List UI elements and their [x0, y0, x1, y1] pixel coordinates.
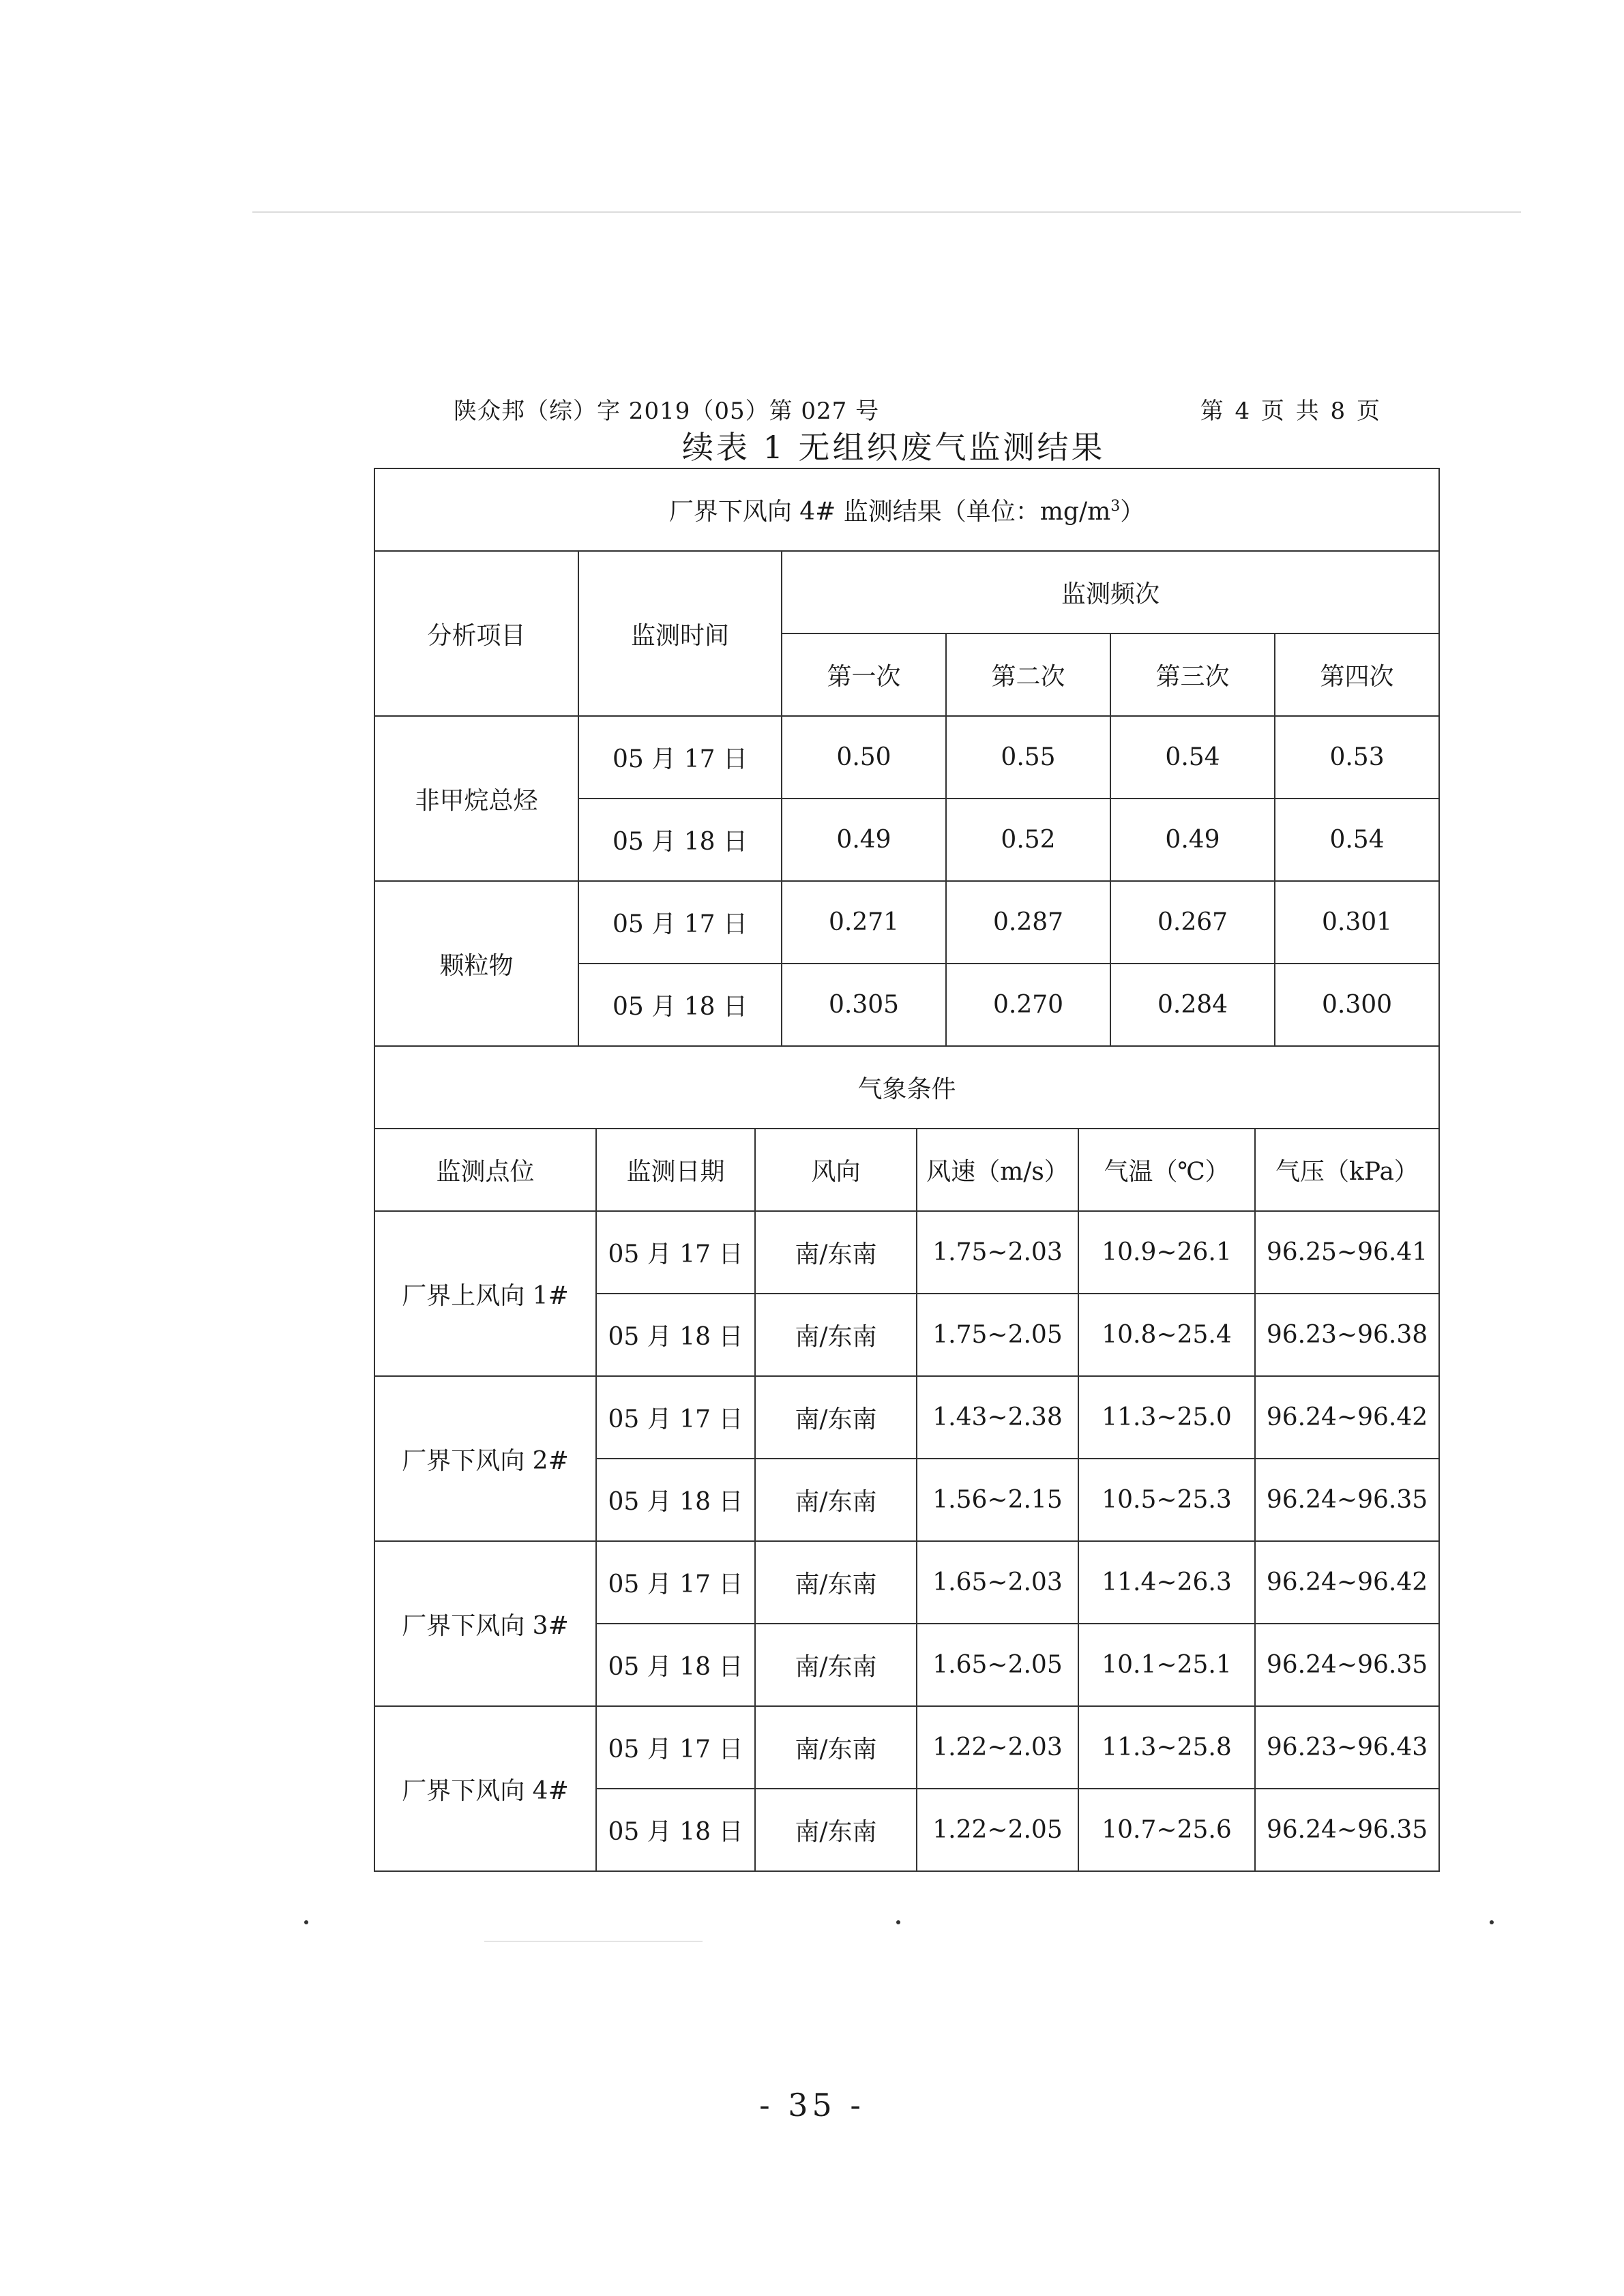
column-header-item: 分析项目	[374, 551, 578, 716]
weather-section-title: 气象条件	[374, 1046, 1439, 1129]
wind-speed: 1.56~2.15	[917, 1459, 1078, 1541]
table-title: 续表 1 无组织废气监测结果	[682, 429, 1106, 466]
monitor-point: 厂界下风向 3#	[374, 1541, 596, 1706]
temperature: 11.3~25.0	[1078, 1376, 1255, 1459]
table-row	[374, 1706, 1439, 1789]
monitor-date: 05 月 17 日	[596, 1211, 755, 1294]
wind-direction: 南/东南	[755, 1211, 917, 1294]
result-value: 0.55	[946, 716, 1110, 799]
monitor-point: 厂界下风向 4#	[374, 1706, 596, 1871]
result-section-title: 厂界下风向 4# 监测结果（单位：$mg/m^3$）	[374, 468, 1439, 551]
frequency-label: 第三次	[1110, 633, 1275, 716]
scan-dot	[304, 1920, 308, 1924]
table-row	[374, 881, 1439, 964]
scan-dot	[896, 1920, 900, 1924]
result-table	[374, 468, 1440, 1129]
weather-header: 风向	[755, 1129, 917, 1211]
wind-direction: 南/东南	[755, 1624, 917, 1706]
frequency-label: 第四次	[1275, 633, 1439, 716]
wind-speed: 1.75~2.05	[917, 1294, 1078, 1376]
table-row	[374, 1376, 1439, 1459]
weather-header: 气压（kPa）	[1255, 1129, 1439, 1211]
monitor-date: 05 月 17 日	[578, 881, 782, 964]
monitor-date: 05 月 18 日	[596, 1624, 755, 1706]
result-value: 0.52	[946, 799, 1110, 881]
result-value: 0.54	[1110, 716, 1275, 799]
monitor-date: 05 月 18 日	[596, 1459, 755, 1541]
wind-direction: 南/东南	[755, 1376, 917, 1459]
result-value: 0.53	[1275, 716, 1439, 799]
result-value: 0.50	[782, 716, 946, 799]
result-value: 0.271	[782, 881, 946, 964]
analysis-item: 非甲烷总烃	[374, 716, 578, 881]
result-value: 0.287	[946, 881, 1110, 964]
weather-header: 监测点位	[374, 1129, 596, 1211]
monitor-point: 厂界上风向 1#	[374, 1211, 596, 1376]
monitor-date: 05 月 18 日	[596, 1789, 755, 1871]
weather-header: 风速（m/s）	[917, 1129, 1078, 1211]
weather-header: 气温（℃）	[1078, 1129, 1255, 1211]
temperature: 11.4~26.3	[1078, 1541, 1255, 1624]
monitor-date: 05 月 18 日	[596, 1294, 755, 1376]
temperature: 11.3~25.8	[1078, 1706, 1255, 1789]
pressure: 96.25~96.41	[1255, 1211, 1439, 1294]
monitoring-table	[374, 468, 1438, 1872]
pressure: 96.24~96.35	[1255, 1459, 1439, 1541]
wind-direction: 南/东南	[755, 1294, 917, 1376]
wind-direction: 南/东南	[755, 1789, 917, 1871]
column-header-time: 监测时间	[578, 551, 782, 716]
result-value: 0.49	[782, 799, 946, 881]
temperature: 10.5~25.3	[1078, 1459, 1255, 1541]
scan-dot	[1490, 1920, 1494, 1924]
monitor-date: 05 月 17 日	[596, 1706, 755, 1789]
result-value: 0.270	[946, 964, 1110, 1046]
page-info: 第 4 页 共 8 页	[1200, 398, 1382, 425]
wind-speed: 1.22~2.05	[917, 1789, 1078, 1871]
table-row	[374, 1541, 1439, 1624]
document-number: 陕众邦（综）字 2019（05）第 027 号	[454, 398, 880, 425]
temperature: 10.9~26.1	[1078, 1211, 1255, 1294]
result-value: 0.54	[1275, 799, 1439, 881]
pressure: 96.24~96.35	[1255, 1624, 1439, 1706]
table-row	[374, 716, 1439, 799]
pressure: 96.24~96.35	[1255, 1789, 1439, 1871]
wind-speed: 1.75~2.03	[917, 1211, 1078, 1294]
weather-table	[374, 1128, 1440, 1872]
pressure: 96.23~96.38	[1255, 1294, 1439, 1376]
wind-speed: 1.65~2.03	[917, 1541, 1078, 1624]
frequency-label: 第一次	[782, 633, 946, 716]
monitor-date: 05 月 18 日	[578, 799, 782, 881]
column-header-frequency: 监测频次	[782, 551, 1439, 633]
pressure: 96.23~96.43	[1255, 1706, 1439, 1789]
wind-speed: 1.22~2.03	[917, 1706, 1078, 1789]
temperature: 10.1~25.1	[1078, 1624, 1255, 1706]
wind-direction: 南/东南	[755, 1706, 917, 1789]
frequency-label: 第二次	[946, 633, 1110, 716]
bottom-divider	[484, 1941, 703, 1942]
monitor-date: 05 月 17 日	[596, 1541, 755, 1624]
result-value: 0.49	[1110, 799, 1275, 881]
wind-direction: 南/东南	[755, 1459, 917, 1541]
pressure: 96.24~96.42	[1255, 1376, 1439, 1459]
pressure: 96.24~96.42	[1255, 1541, 1439, 1624]
result-value: 0.267	[1110, 881, 1275, 964]
temperature: 10.7~25.6	[1078, 1789, 1255, 1871]
result-value: 0.305	[782, 964, 946, 1046]
monitor-date: 05 月 18 日	[578, 964, 782, 1046]
result-value: 0.300	[1275, 964, 1439, 1046]
monitor-date: 05 月 17 日	[596, 1376, 755, 1459]
analysis-item: 颗粒物	[374, 881, 578, 1046]
top-divider	[252, 211, 1521, 213]
result-value: 0.301	[1275, 881, 1439, 964]
monitor-point: 厂界下风向 2#	[374, 1376, 596, 1541]
weather-header: 监测日期	[596, 1129, 755, 1211]
wind-speed: 1.43~2.38	[917, 1376, 1078, 1459]
page-number: - 35 -	[759, 2087, 865, 2123]
monitor-date: 05 月 17 日	[578, 716, 782, 799]
wind-speed: 1.65~2.05	[917, 1624, 1078, 1706]
table-row	[374, 1211, 1439, 1294]
wind-direction: 南/东南	[755, 1541, 917, 1624]
result-value: 0.284	[1110, 964, 1275, 1046]
temperature: 10.8~25.4	[1078, 1294, 1255, 1376]
